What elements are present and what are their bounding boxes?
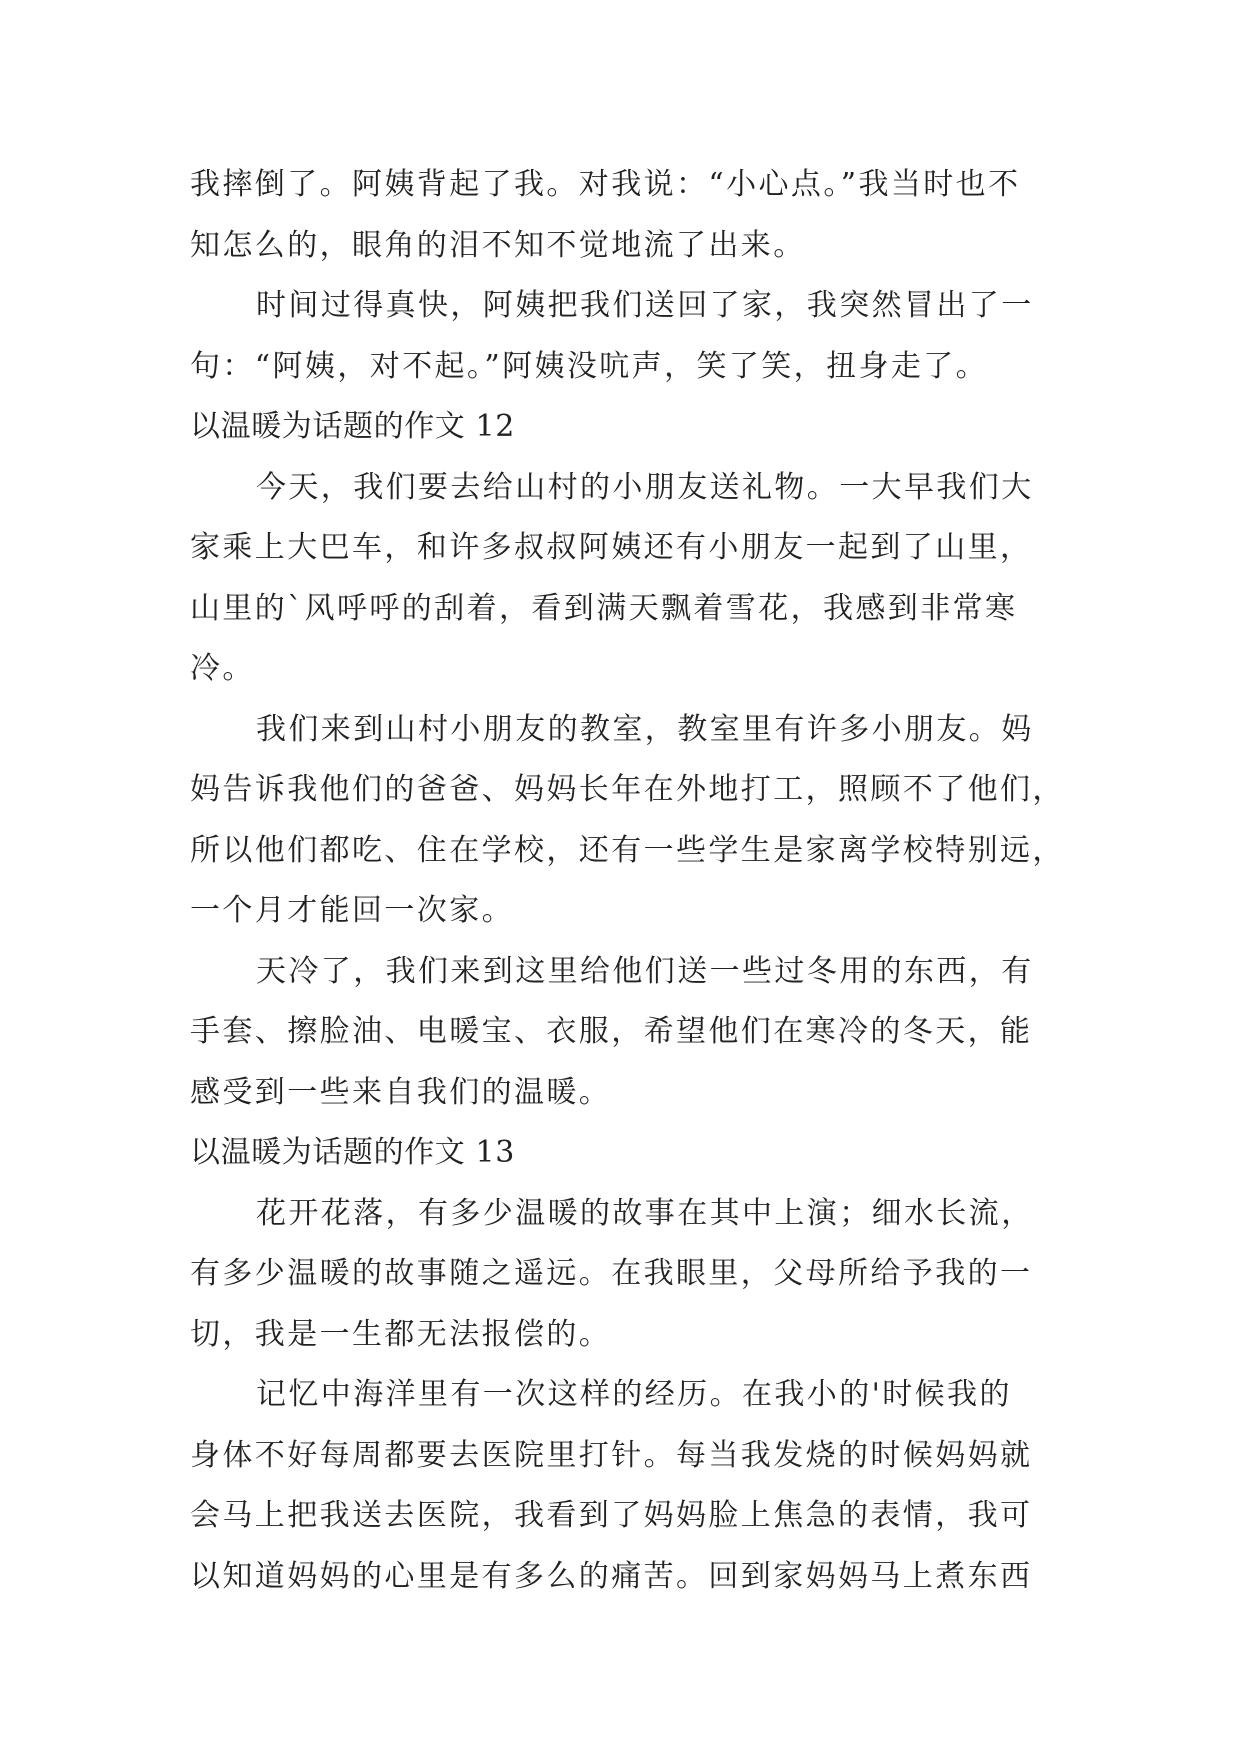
text-line: 切，我是一生都无法报偿的。 [190,1316,612,1352]
text-line: 手套、擦脸油、电暖宝、衣服，希望他们在寒冷的冬天，能 [190,1014,1033,1049]
section-heading: 以温暖为话题的作文 12 [190,409,515,444]
section-heading: 以温暖为话题的作文 13 [190,1135,515,1170]
text-line: 有多少温暖的故事随之遥远。在我眼里，父母所给予我的一 [190,1256,1033,1291]
text-line: 妈告诉我他们的爸爸、妈妈长年在外地打工，照顾不了他们， [190,772,1065,807]
paragraph-start-line: 花开花落，有多少温暖的故事在其中上演；细水长流， [256,1195,1034,1231]
text-line: 家乘上大巴车，和许多叔叔阿姨还有小朋友一起到了山里， [190,530,1033,565]
document-body [190,155,1065,1607]
text-line: 会马上把我送去医院，我看到了妈妈脸上焦急的表情，我可 [190,1498,1033,1533]
text-line: 句：“阿姨，对不起。”阿姨没吭声，笑了笑，扭身走了。 [190,348,989,384]
paragraph-start-line: 天冷了，我们来到这里给他们送一些过冬用的东西，有 [256,953,1034,989]
paragraph-start-line: 今天，我们要去给山村的小朋友送礼物。一大早我们大 [256,469,1034,505]
paragraph-start-line: 记忆中海洋里有一次这样的经历。在我小的'时候我的 [256,1377,1012,1412]
text-line: 感受到一些来自我们的温暖。 [190,1074,612,1110]
text-line: 一个月才能回一次家。 [190,893,514,928]
paragraph-start-line: 我们来到山村小朋友的教室，教室里有许多小朋友。妈 [256,711,1034,747]
text-line: 身体不好每周都要去医院里打针。每当我发烧的时候妈妈就 [190,1437,1033,1473]
text-line: 所以他们都吃、住在学校，还有一些学生是家离学校特别远， [190,832,1065,868]
text-line: 山里的`风呼呼的刮着，看到满天飘着雪花，我感到非常寒 [190,590,1018,626]
text-line: 以知道妈妈的心里是有多么的痛苦。回到家妈妈马上煮东西 [190,1558,1033,1594]
paragraph-start-line: 时间过得真快，阿姨把我们送回了家，我突然冒出了一 [256,288,1034,323]
text-line: 冷。 [190,651,255,686]
text-line: 我摔倒了。阿姨背起了我。对我说：“小心点。”我当时也不 [190,167,1021,202]
text-line: 知怎么的，眼角的泪不知不觉地流了出来。 [190,227,806,263]
